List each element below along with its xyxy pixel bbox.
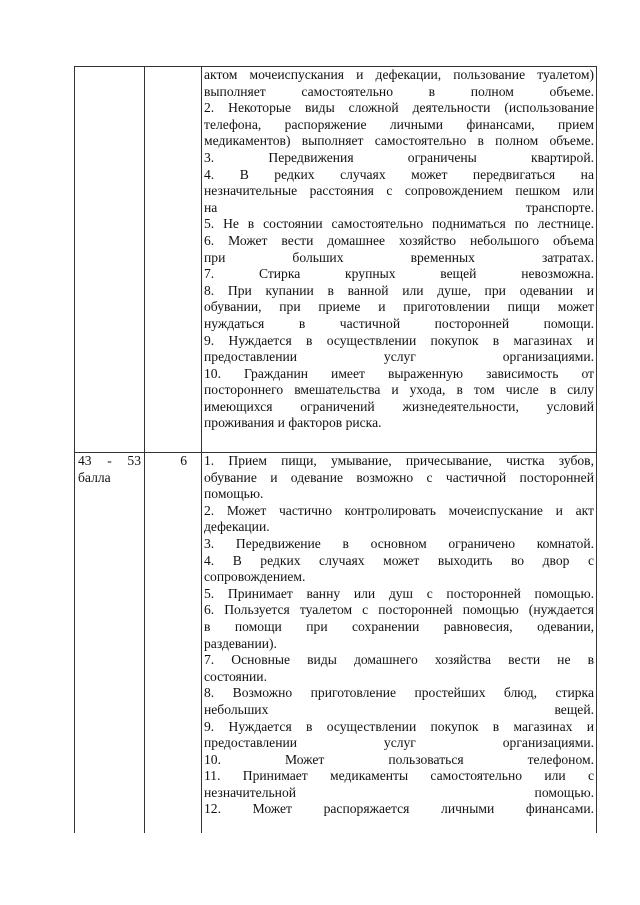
description-line: 2. Может частично контролировать мочеиспускание и акт bbox=[204, 502, 594, 518]
criteria-table bbox=[74, 66, 597, 833]
description-line: 10. Может пользоваться телефоном. bbox=[204, 751, 594, 767]
description-line: обувание и одевание возможно с частичной посторонней bbox=[204, 469, 594, 485]
degree-cell: 6 bbox=[145, 453, 202, 834]
description-line: 3. Передвижения ограничены квартирой. bbox=[204, 149, 594, 165]
description-line: незначительные расстояния с сопровождением пешком или bbox=[204, 183, 594, 199]
description-line: 6. Пользуется туалетом с посторонней помощью (нуждается bbox=[204, 602, 594, 618]
description-cell bbox=[202, 453, 597, 834]
description-line: медикаментов) выполняет самостоятельно в полном объеме. bbox=[204, 133, 594, 149]
description-line: 6. Может вести домашнее хозяйство небольшого объема bbox=[204, 232, 594, 248]
description-line: 4. В редких случаях может выходить во двор с bbox=[204, 552, 594, 568]
description-line: на транспорте. bbox=[204, 199, 594, 215]
description-line: 4. В редких случаях может передвигаться на bbox=[204, 166, 594, 182]
description-line: предоставлении услуг организациями. bbox=[204, 735, 594, 751]
description-line: предоставлении услуг организациями. bbox=[204, 349, 594, 365]
description-line: 3. Передвижение в основном ограничено комнатой. bbox=[204, 535, 594, 551]
description-line: состоянии. bbox=[204, 668, 267, 684]
description-line: 8. При купании в ванной или душе, при одевании и bbox=[204, 282, 594, 298]
description-cell bbox=[202, 67, 597, 453]
description-line: постороннего вмешательства и ухода, в том числе в силу bbox=[204, 382, 594, 398]
description-line: при больших временных затратах. bbox=[204, 249, 594, 265]
description-line: имеющихся ограничений жизнедеятельности, условий bbox=[204, 398, 594, 414]
score-range-cell bbox=[75, 67, 145, 453]
description-line: дефекации. bbox=[204, 519, 270, 535]
description-line: 2. Некоторые виды сложной деятельности (использование bbox=[204, 100, 594, 116]
description-line: помощью. bbox=[204, 486, 264, 502]
description-line: 7. Основные виды домашнего хозяйства вести не в bbox=[204, 652, 594, 668]
description-line: актом мочеиспускания и дефекации, пользование туалетом) bbox=[204, 67, 594, 82]
description-line: сопровождением. bbox=[204, 569, 306, 585]
table-row bbox=[75, 67, 597, 453]
description-line: телефона, распоряжение личными финансами, прием bbox=[204, 116, 594, 132]
table-row bbox=[75, 453, 597, 834]
description-line: 12. Может распоряжается личными финансами. bbox=[204, 801, 594, 817]
description-line: 5. Не в состоянии самостоятельно подниматься по лестнице. bbox=[204, 216, 594, 232]
description-line: незначительной помощью. bbox=[204, 784, 594, 800]
description-line: небольших вещей. bbox=[204, 701, 594, 717]
description-line: 10. Гражданин имеет выраженную зависимость от bbox=[204, 365, 594, 381]
description-line: 8. Возможно приготовление простейших блюд, стирка bbox=[204, 685, 594, 701]
description-line: 11. Принимает медикаменты самостоятельно или с bbox=[204, 768, 594, 784]
description-line: 9. Нуждается в осуществлении покупок в магазинах и bbox=[204, 718, 594, 734]
description-line: выполняет самостоятельно в полном объеме. bbox=[204, 83, 594, 99]
description-line: в помощи при сохранении равновесия, одевании, bbox=[204, 618, 594, 634]
description-line: раздевании). bbox=[204, 635, 277, 651]
description-line: 9. Нуждается в осуществлении покупок в магазинах и bbox=[204, 332, 594, 348]
description-line: 5. Принимает ванну или душ с посторонней помощью. bbox=[204, 585, 594, 601]
description-line: обувании, при приеме и приготовлении пищи может bbox=[204, 299, 594, 315]
description-line: проживания и факторов риска. bbox=[204, 415, 382, 431]
description-line: 7. Стирка крупных вещей невозможна. bbox=[204, 266, 594, 282]
description-line: 1. Прием пищи, умывание, причесывание, чистка зубов, bbox=[204, 453, 594, 468]
description-line: нуждаться в частичной посторонней помощи. bbox=[204, 315, 594, 331]
degree-cell bbox=[145, 67, 202, 453]
score-range-cell: 43 - 53 балла bbox=[75, 453, 145, 834]
